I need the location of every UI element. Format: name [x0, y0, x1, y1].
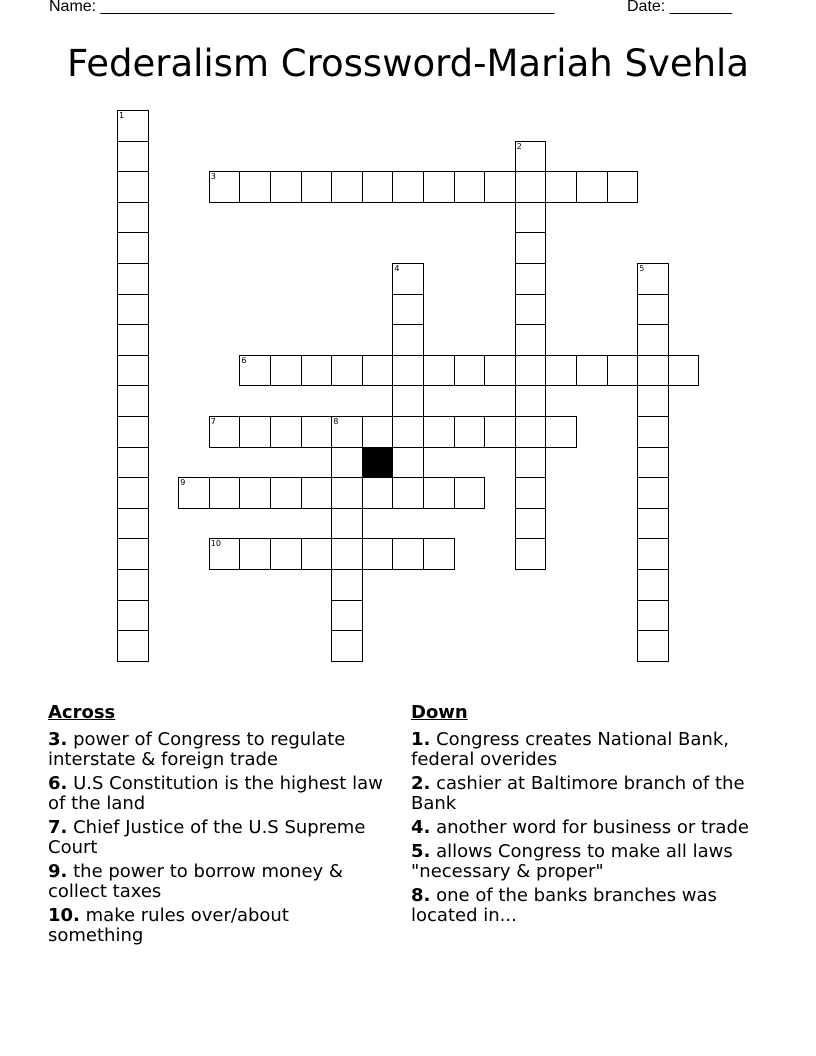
- grid-cell[interactable]: [392, 385, 424, 417]
- grid-cell[interactable]: [331, 600, 363, 632]
- grid-cell[interactable]: [545, 171, 577, 203]
- across-clue-7: [48, 818, 388, 858]
- grid-cell[interactable]: [301, 538, 333, 570]
- grid-cell[interactable]: [515, 477, 547, 509]
- grid-cell[interactable]: [331, 538, 363, 570]
- clue-number: 4.: [411, 817, 431, 838]
- grid-cell[interactable]: [117, 477, 149, 509]
- grid-cell[interactable]: [239, 171, 271, 203]
- grid-cell[interactable]: [239, 355, 271, 387]
- grid-cell[interactable]: [362, 416, 394, 448]
- grid-cell[interactable]: [392, 294, 424, 326]
- grid-cell[interactable]: [515, 324, 547, 356]
- grid-cell[interactable]: [392, 477, 424, 509]
- grid-cell[interactable]: [545, 355, 577, 387]
- grid-cell[interactable]: [331, 569, 363, 601]
- grid-cell[interactable]: [117, 232, 149, 264]
- grid-cell[interactable]: [209, 416, 241, 448]
- cell-number: 4: [394, 264, 400, 273]
- grid-cell[interactable]: [392, 171, 424, 203]
- grid-cell[interactable]: [484, 416, 516, 448]
- grid-cell[interactable]: [331, 477, 363, 509]
- grid-cell[interactable]: [270, 355, 302, 387]
- grid-black-cell: [362, 447, 394, 479]
- grid-cell[interactable]: [576, 355, 608, 387]
- grid-cell[interactable]: [301, 171, 333, 203]
- clue-number: 1.: [411, 729, 431, 750]
- grid-cell[interactable]: [301, 477, 333, 509]
- across-clue-3: [48, 730, 388, 770]
- grid-cell[interactable]: [331, 171, 363, 203]
- grid-cell[interactable]: [637, 538, 669, 570]
- grid-cell[interactable]: [423, 477, 455, 509]
- grid-cell[interactable]: [117, 538, 149, 570]
- grid-cell[interactable]: [423, 538, 455, 570]
- grid-cell[interactable]: [331, 508, 363, 540]
- cell-number: 7: [210, 417, 216, 426]
- grid-cell[interactable]: [117, 263, 149, 295]
- across-heading: Across: [48, 702, 116, 723]
- grid-cell[interactable]: [484, 171, 516, 203]
- down-clue-8: [411, 886, 771, 926]
- grid-cell[interactable]: [515, 385, 547, 417]
- grid-cell[interactable]: [637, 385, 669, 417]
- cell-number: 5: [639, 264, 645, 273]
- grid-cell[interactable]: [270, 416, 302, 448]
- clue-number: 6.: [48, 773, 68, 794]
- clue-text: Congress creates National Bank, federal overides: [411, 729, 729, 770]
- grid-cell[interactable]: [301, 355, 333, 387]
- grid-cell[interactable]: [270, 477, 302, 509]
- clue-text: power of Congress to regulate interstate & foreign trade: [48, 729, 346, 770]
- clue-number: 5.: [411, 841, 431, 862]
- grid-cell[interactable]: [331, 355, 363, 387]
- grid-cell[interactable]: [515, 202, 547, 234]
- clue-text: the power to borrow money & collect taxes: [48, 861, 343, 902]
- grid-cell[interactable]: [392, 263, 424, 295]
- grid-cell[interactable]: [454, 171, 486, 203]
- grid-cell[interactable]: [637, 600, 669, 632]
- cell-number: 9: [180, 478, 186, 488]
- grid-cell[interactable]: [362, 538, 394, 570]
- grid-cell[interactable]: [392, 324, 424, 356]
- cell-number: 1: [119, 111, 125, 120]
- cell-number: 6: [241, 355, 247, 365]
- grid-cell[interactable]: [637, 508, 669, 540]
- cell-number: 2: [516, 141, 522, 151]
- grid-cell[interactable]: [392, 447, 424, 479]
- grid-cell[interactable]: [423, 416, 455, 448]
- grid-cell[interactable]: [117, 110, 149, 142]
- clue-text: one of the banks branches was located in...: [411, 885, 717, 926]
- grid-cell[interactable]: [637, 447, 669, 479]
- clue-number: 2.: [411, 773, 431, 794]
- grid-cell[interactable]: [117, 600, 149, 632]
- grid-cell[interactable]: [178, 477, 210, 509]
- grid-cell[interactable]: [209, 538, 241, 570]
- grid-cell[interactable]: [637, 630, 669, 662]
- grid-cell[interactable]: [607, 355, 639, 387]
- clue-number: 9.: [48, 861, 68, 882]
- grid-cell[interactable]: [209, 477, 241, 509]
- grid-cell[interactable]: [668, 355, 700, 387]
- grid-cell[interactable]: [362, 477, 394, 509]
- clue-number: 10.: [48, 905, 80, 926]
- grid-cell[interactable]: [515, 263, 547, 295]
- clue-text: cashier at Baltimore branch of the Bank: [411, 773, 745, 814]
- down-clue-2: [411, 774, 771, 814]
- grid-cell[interactable]: [270, 171, 302, 203]
- down-heading: Down: [411, 702, 468, 723]
- grid-cell[interactable]: [117, 508, 149, 540]
- grid-cell[interactable]: [637, 263, 669, 295]
- grid-cell[interactable]: [117, 141, 149, 173]
- grid-cell[interactable]: [607, 171, 639, 203]
- grid-cell[interactable]: [239, 416, 271, 448]
- grid-cell[interactable]: [515, 508, 547, 540]
- clue-number: 3.: [48, 729, 68, 750]
- grid-cell[interactable]: [454, 477, 486, 509]
- clue-text: Chief Justice of the U.S Supreme Court: [48, 817, 366, 858]
- grid-cell[interactable]: [270, 538, 302, 570]
- grid-cell[interactable]: [515, 447, 547, 479]
- grid-cell[interactable]: [484, 355, 516, 387]
- grid-cell[interactable]: [331, 416, 363, 448]
- grid-cell[interactable]: [301, 416, 333, 448]
- grid-cell[interactable]: [637, 355, 669, 387]
- grid-cell[interactable]: [239, 538, 271, 570]
- grid-cell[interactable]: [637, 569, 669, 601]
- grid-cell[interactable]: [454, 355, 486, 387]
- clue-text: make rules over/about something: [48, 905, 289, 946]
- grid-cell[interactable]: [117, 385, 149, 417]
- across-clues: [48, 702, 388, 950]
- grid-cell[interactable]: [392, 355, 424, 387]
- grid-cell[interactable]: [515, 294, 547, 326]
- clue-text: another word for business or trade: [436, 817, 749, 838]
- grid-cell[interactable]: [331, 447, 363, 479]
- cell-number: 8: [333, 417, 339, 426]
- down-clue-4: [411, 818, 771, 838]
- down-clue-1: [411, 730, 771, 770]
- page-title: Federalism Crossword-Mariah Svehla: [66, 42, 750, 85]
- grid-cell[interactable]: [515, 538, 547, 570]
- grid-cell[interactable]: [454, 416, 486, 448]
- grid-cell[interactable]: [239, 477, 271, 509]
- grid-cell[interactable]: [117, 171, 149, 203]
- grid-cell[interactable]: [392, 416, 424, 448]
- grid-cell[interactable]: [362, 355, 394, 387]
- grid-cell[interactable]: [515, 355, 547, 387]
- grid-cell[interactable]: [117, 324, 149, 356]
- grid-cell[interactable]: [117, 355, 149, 387]
- grid-cell[interactable]: [637, 416, 669, 448]
- grid-cell[interactable]: [515, 232, 547, 264]
- clue-text: U.S Constitution is the highest law of the land: [48, 773, 383, 814]
- across-clue-10: [48, 906, 388, 946]
- cell-number: 10: [210, 539, 221, 549]
- grid-cell[interactable]: [117, 416, 149, 448]
- grid-cell[interactable]: [117, 447, 149, 479]
- grid-cell[interactable]: [637, 477, 669, 509]
- grid-cell[interactable]: [515, 416, 547, 448]
- grid-cell[interactable]: [637, 324, 669, 356]
- clue-number: 8.: [411, 885, 431, 906]
- grid-cell[interactable]: [331, 630, 363, 662]
- cell-number: 3: [210, 172, 216, 182]
- grid-cell[interactable]: [637, 294, 669, 326]
- grid-cell[interactable]: [576, 171, 608, 203]
- date-field-label: Date: _______: [627, 0, 732, 15]
- name-field-label: Name: ___________________________________________________: [49, 0, 555, 15]
- grid-cell[interactable]: [423, 355, 455, 387]
- down-clue-5: [411, 842, 771, 882]
- clue-number: 7.: [48, 817, 68, 838]
- grid-cell[interactable]: [362, 171, 394, 203]
- grid-cell[interactable]: [515, 171, 547, 203]
- grid-cell[interactable]: [209, 171, 241, 203]
- grid-cell[interactable]: [117, 294, 149, 326]
- grid-cell[interactable]: [423, 171, 455, 203]
- grid-cell[interactable]: [117, 630, 149, 662]
- grid-cell[interactable]: [392, 538, 424, 570]
- grid-cell[interactable]: [117, 202, 149, 234]
- grid-cell[interactable]: [515, 141, 547, 173]
- grid-cell[interactable]: [545, 416, 577, 448]
- down-clues: [411, 702, 771, 930]
- grid-cell[interactable]: [117, 569, 149, 601]
- clue-text: allows Congress to make all laws "necessary & proper": [411, 841, 733, 882]
- across-clue-9: [48, 862, 388, 902]
- across-clue-6: [48, 774, 388, 814]
